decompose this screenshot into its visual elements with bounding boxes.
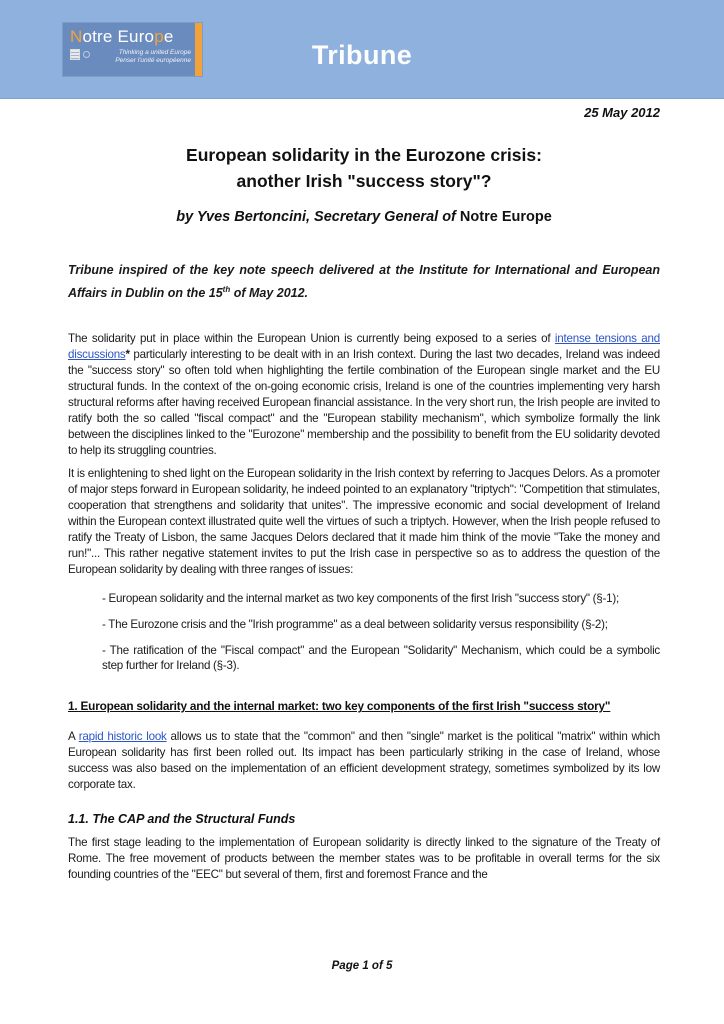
section-1-heading: 1. European solidarity and the internal market: two key components of the first Irish "success story": [68, 699, 611, 714]
text-segment: A: [68, 730, 79, 744]
document-date: 25 May 2012: [584, 105, 660, 120]
text-segment: N: [70, 27, 83, 46]
intro-note: [68, 261, 660, 303]
text-segment: p: [154, 27, 164, 46]
issues-list: [102, 591, 660, 675]
document-content: [68, 99, 660, 883]
paragraph-1: [68, 331, 660, 458]
title-line-1: European solidarity in the Eurozone crisis:: [186, 145, 542, 165]
text-segment: allows us to state that the "common" and then "single" market is the political "matrix" within which European solidarity has first been rolled out. Its impact has been particularly striking in the case of Ireland, whose success was also based on the implementation of an efficient development strategy, sometimes symbolized by its low corporate tax.: [68, 730, 660, 792]
text-segment: e: [163, 27, 174, 46]
list-item-2: - The Eurozone crisis and the "Irish programme" as a deal between solidarity versus responsibility (§-2);: [102, 617, 608, 631]
text-segment: otre Euro: [82, 27, 155, 46]
paragraph-4: The first stage leading to the implementation of European solidarity is directly linked to the signature of the Treaty of Rome. The free movement of products between the member states was to be profitable in overall terms for the six founding countries of the "EEC" but several of them, first and foremost France and the: [68, 836, 660, 881]
text-segment: The solidarity put in place within the European Union is currently being exposed to a series of: [68, 332, 555, 346]
paragraph-2: It is enlightening to shed light on the European solidarity in the Irish context by referring to Jacques Delors. As a promoter of major steps forward in European solidarity, he indeed pointed to an explanatory "triptych": "Competition that stimulates, cooperation that strengthens and solidarity that unites". The impressive economic and social development of Ireland within the European context illustrated quite well the virtues of such a triptych. However, when the Irish people refused to ratify the Treaty of Lisbon, the same Jacques Delors declared that it made him think of the movie "Take the money and run!"... This rather negative statement invites to put the Irish case in perspective so as to address the question of the European solidarity by dealing with three ranges of issues:: [68, 467, 660, 576]
byline: [68, 209, 660, 225]
title-line-2: another Irish "success story"?: [236, 171, 492, 191]
page-number: Page 1 of 5: [331, 960, 393, 972]
text-segment: particularly interesting to be dealt with in an Irish context. During the last two decades, Ireland was indeed the "success story" so often told when highlighting the fertile combination of the European single market and the EU structural funds. In the context of the on-going economic crisis, Ireland is one of the countries implementing very harsh structural reforms after having received European financial assistance. In the very short run, the Irish people are invited to ratify both the so called "fiscal compact" and the "European stability mechanism", which symbolize formally the link between the disciplines linked to the "Eurozone" membership and the possibility to benefit from the EU solidarity devoted to help its struggling countries.: [68, 348, 660, 457]
byline-brand: Notre Europe: [459, 209, 552, 225]
logo-tagline-en: Thinking a united Europe: [118, 49, 191, 56]
inline-link[interactable]: rapid historic look: [78, 730, 167, 744]
intro-text-start: Tribune inspired of the key note speech delivered at the Institute for International and European Affairs in Dublin on the 15: [68, 263, 660, 301]
inline-link[interactable]: intense tensions and discussions: [68, 332, 660, 362]
document-title: [68, 142, 660, 194]
paragraph-3: [68, 729, 660, 793]
banner-title: Tribune: [311, 40, 413, 70]
intro-superscript: th: [222, 285, 231, 294]
text-segment: *: [125, 348, 130, 362]
byline-author: by Yves Bertoncini, Secretary General of: [176, 209, 460, 225]
subsection-1-1-heading: 1.1. The CAP and the Structural Funds: [68, 812, 296, 826]
list-item-1: - European solidarity and the internal market as two key components of the first Irish "success story" (§-1);: [102, 591, 619, 605]
intro-text-end: of May 2012.: [230, 286, 309, 301]
logo-tagline-fr: Penser l'unité européenne: [115, 56, 191, 64]
list-item-3: - The ratification of the "Fiscal compact" and the European "Solidarity" Mechanism, which could be a symbolic step further for Ireland (§-3).: [102, 643, 660, 673]
header-banner: [0, 0, 724, 99]
